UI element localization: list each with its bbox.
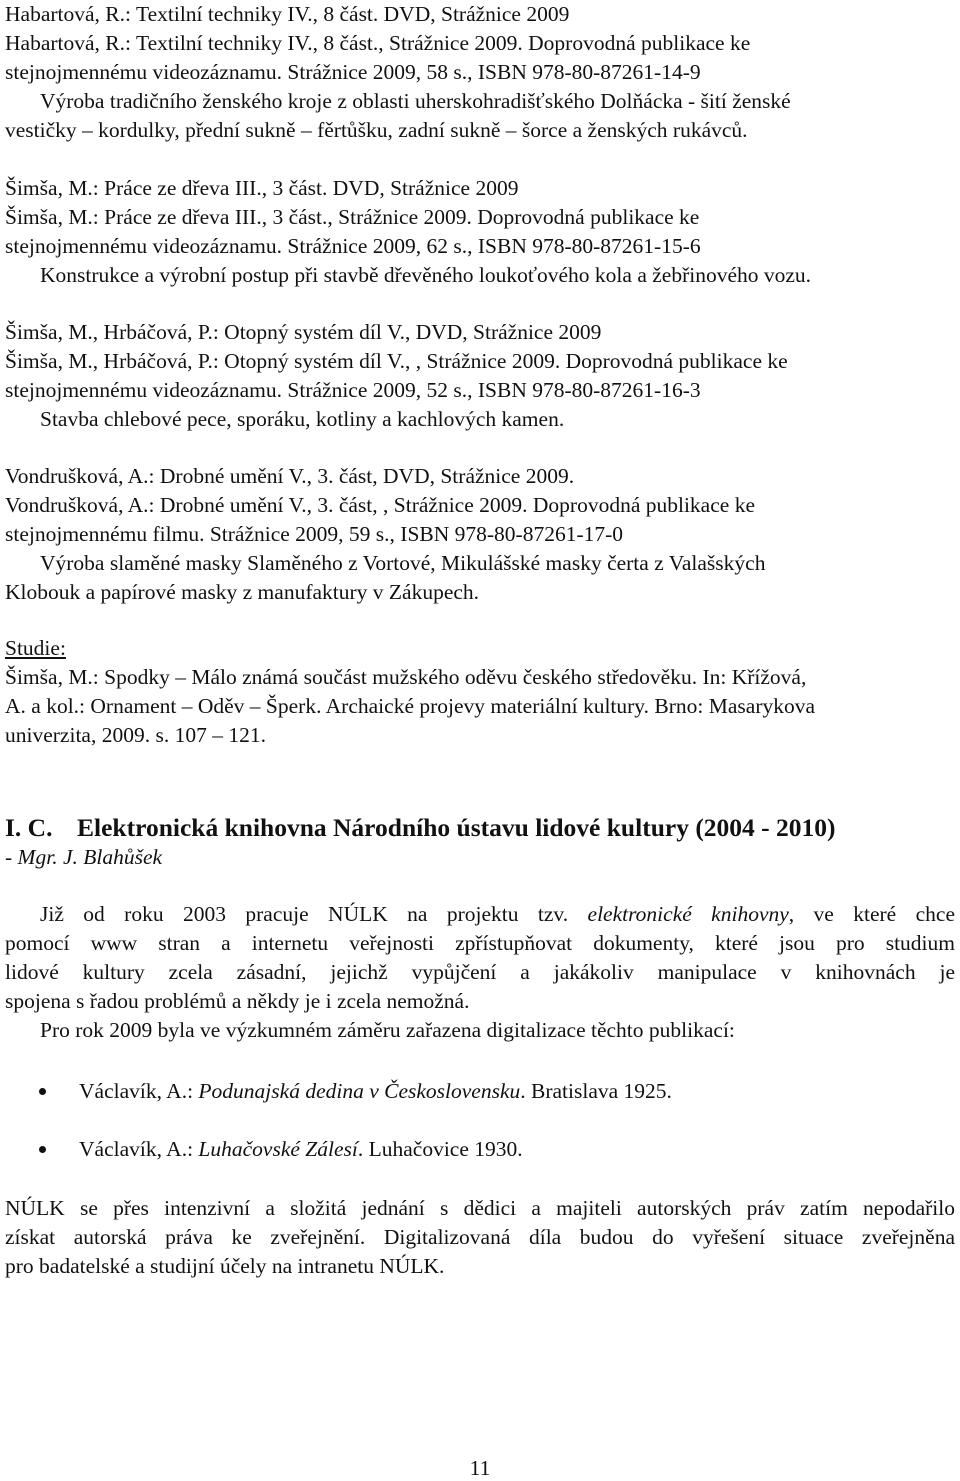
citation-vondruskova-publication: Vondrušková, A.: Drobné umění V., 3. část, , Strážnice 2009. Doprovodná publikace ke <box>5 493 755 517</box>
citation-simsa-drevo-description: Konstrukce a výrobní postup při stavbě dřevěného loukoťového kola a žebřinového vozu. <box>40 263 812 287</box>
list-item-2 <box>79 1135 523 1164</box>
list-item-1-publication: . Bratislava 1925. <box>520 1079 672 1103</box>
studie-citation-line2: A. a kol.: Ornament – Oděv – Šperk. Archaické projevy materiální kultury. Brno: Masarykova <box>5 694 816 718</box>
citation-simsa-drevo-dvd: Šimša, M.: Práce ze dřeva III., 3 část. DVD, Strážnice 2009 <box>5 176 519 200</box>
paragraph1-emphasis: elektronické knihovny <box>587 902 789 926</box>
studie-citation-line3: univerzita, 2009. s. 107 – 121. <box>5 723 266 747</box>
citation-vondruskova-description-line2: Klobouk a papírové masky z manufaktury v Zákupech. <box>5 580 480 604</box>
citation-vondruskova-description-line1: Výroba slaměné masky Slaměného z Vortové, Mikulášské masky čerta z Valašských <box>40 551 766 575</box>
section-author-line <box>5 843 162 872</box>
paragraph2: Pro rok 2009 byla ve výzkumném záměru zařazena digitalizace těchto publikací: <box>40 1018 735 1042</box>
citation-simsa-otopny-dvd: Šimša, M., Hrbáčová, P.: Otopný systém díl V., DVD, Strážnice 2009 <box>5 320 602 344</box>
list-item-2-author: Václavík, A.: <box>79 1137 199 1161</box>
paragraph3-line1: NÚLK se přes intenzivní a složitá jednání s dědici a majiteli autorských práv zatím nepodařilo <box>5 1196 955 1220</box>
list-item-1-title: Podunajská dedina v Československu <box>198 1079 521 1103</box>
citation-vondruskova-dvd: Vondrušková, A.: Drobné umění V., 3. část, DVD, Strážnice 2009. <box>5 464 575 488</box>
paragraph3-line2: získat autorská práva ke zveřejnění. Digitalizovaná díla budou do vyřešení situace zveřejněna <box>5 1225 955 1249</box>
paragraph1-text-a: Již od roku 2003 pracuje NÚLK na projektu tzv. <box>40 902 588 926</box>
citation-habartova-description-line1: Výroba tradičního ženského kroje z oblasti uherskohradišťského Dolňácka - šití ženské <box>40 89 791 113</box>
studie-citation-line1: Šimša, M.: Spodky – Málo známá součást mužského oděvu českého středověku. In: Křížová, <box>5 665 807 689</box>
paragraph1-line4: spojena s řadou problémů a někdy je i zcela nemožná. <box>5 989 470 1013</box>
citation-habartova-dvd: Habartová, R.: Textilní techniky IV., 8 část. DVD, Strážnice 2009 <box>5 2 570 26</box>
section-title: Elektronická knihovna Národního ústavu lidové kultury (2004 - 2010) <box>77 813 836 842</box>
bullet-dot-2 <box>39 1146 46 1153</box>
paragraph3-line3: pro badatelské a studijní účely na intranetu NÚLK. <box>5 1254 445 1278</box>
paragraph1-line1 <box>40 900 955 929</box>
section-author: Mgr. J. Blahůšek <box>17 845 163 869</box>
citation-vondruskova-isbn: stejnojmennému filmu. Strážnice 2009, 59 s., ISBN 978-80-87261-17-0 <box>5 522 624 546</box>
paragraph1-line2: pomocí www stran a internetu veřejnosti zpřístupňovat dokumenty, které jsou pro studium <box>5 931 955 955</box>
citation-simsa-drevo-isbn: stejnojmennému videozáznamu. Strážnice 2009, 62 s., ISBN 978-80-87261-15-6 <box>5 234 701 258</box>
citation-habartova-isbn: stejnojmennému videozáznamu. Strážnice 2009, 58 s., ISBN 978-80-87261-14-9 <box>5 60 701 84</box>
citation-habartova-publication: Habartová, R.: Textilní techniky IV., 8 část., Strážnice 2009. Doprovodná publikace ke <box>5 31 751 55</box>
studie-label: Studie: <box>5 636 66 660</box>
paragraph1-line3: lidové kultury zcela zásadní, jejichž vypůjčení a jakákoliv manipulace v knihovnách je <box>5 960 955 984</box>
citation-simsa-otopny-description: Stavba chlebové pece, sporáku, kotliny a kachlových kamen. <box>40 407 565 431</box>
list-item-2-publication: . Luhačovice 1930. <box>357 1137 523 1161</box>
list-item-1 <box>79 1077 672 1106</box>
citation-habartova-description-line2: vestičky – kordulky, přední sukně – fěrtůšku, zadní sukně – šorce a ženských rukávců. <box>5 118 748 142</box>
citation-simsa-otopny-publication: Šimša, M., Hrbáčová, P.: Otopný systém díl V., , Strážnice 2009. Doprovodná publikace ke <box>5 349 788 373</box>
citation-simsa-otopny-isbn: stejnojmennému videozáznamu. Strážnice 2009, 52 s., ISBN 978-80-87261-16-3 <box>5 378 701 402</box>
page-number: 11 <box>469 1456 491 1480</box>
author-dash: - <box>5 845 18 869</box>
section-number: I. C. <box>5 813 53 842</box>
list-item-1-author: Václavík, A.: <box>79 1079 199 1103</box>
paragraph1-text-b: , ve které chce <box>788 902 955 926</box>
citation-simsa-drevo-publication: Šimša, M.: Práce ze dřeva III., 3 část., Strážnice 2009. Doprovodná publikace ke <box>5 205 700 229</box>
section-heading <box>5 812 836 844</box>
bullet-dot-1 <box>39 1088 46 1095</box>
list-item-2-title: Luhačovské Zálesí <box>198 1137 358 1161</box>
